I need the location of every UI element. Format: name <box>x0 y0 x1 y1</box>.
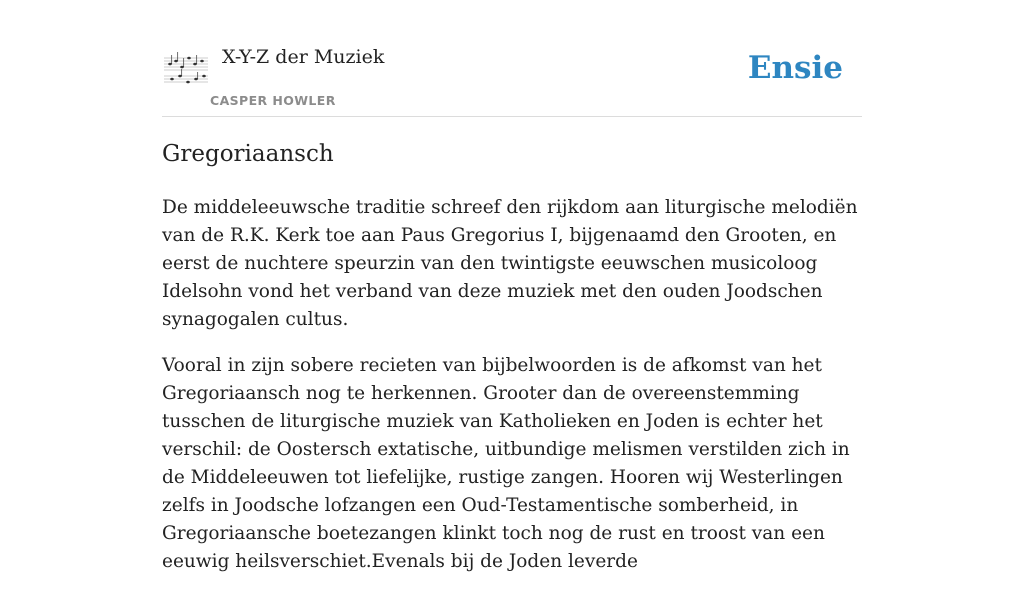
article-paragraph: Vooral in zijn sobere recieten van bijbelwoorden is de afkomst van het Gregoriaansch nog te herkennen. Grooter dan de overeenstemming tusschen de liturgische muziek van Katholieken en Joden is echter het verschil: de Oostersch extatische, uitbundige melismen verstilden zich in de Middeleeuwen tot liefelijke, rustige zangen. Hooren wij Westerlingen zelfs in Joodsche lofzangen een Oud-Testamentische somberheid, in Gregoriaansche boetezangen klinkt toch nog de rust en troost van een eeuwig heilsverschiet.Evenals bij de Joden leverde <box>162 355 850 572</box>
book-header <box>162 40 862 117</box>
sheet-music-icon <box>162 46 210 88</box>
book-title[interactable]: X-Y-Z der Muziek <box>222 46 385 68</box>
article <box>162 138 864 594</box>
site-logo[interactable]: Ensie <box>747 50 843 86</box>
article-title: Gregoriaansch <box>162 141 334 167</box>
author-name[interactable]: CASPER HOWLER <box>210 93 336 108</box>
article-paragraph: De middeleeuwsche traditie schreef den rijkdom aan liturgische melodiën van de R.K. Kerk toe aan Paus Gregorius I, bijgenaamd den Grooten, en eerst de nuchtere speurzin van den twintigste eeuwschen musicoloog Idelsohn vond het verband van deze muziek met den ouden Joodschen synagogalen cultus. <box>162 197 858 330</box>
